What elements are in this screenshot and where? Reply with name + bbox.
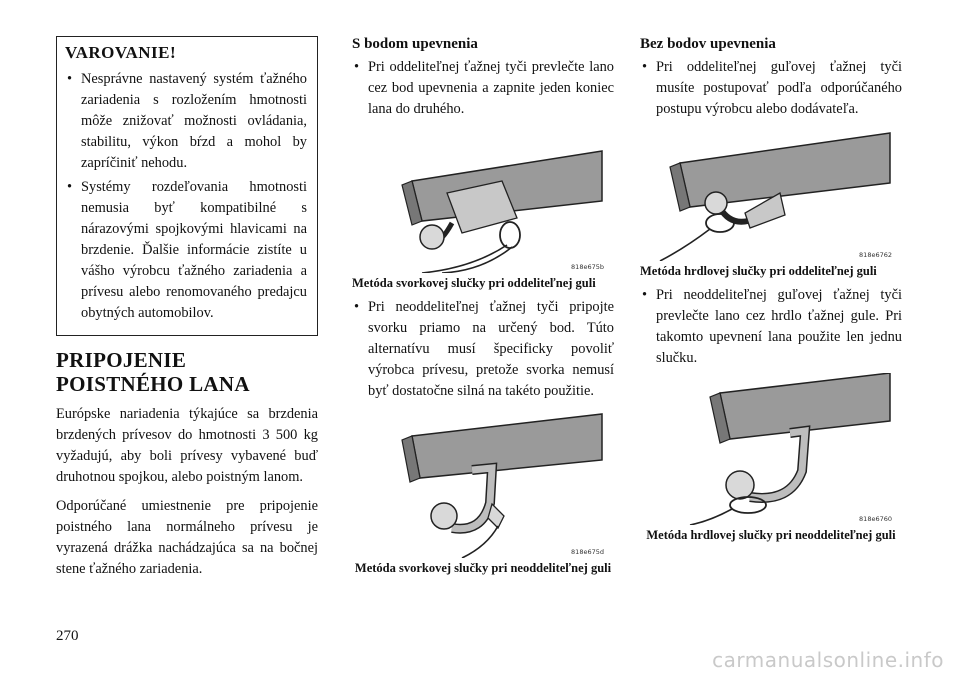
section-heading: PRIPOJENIE POISTNÉHO LANA (56, 348, 250, 396)
hitch-illustration (352, 123, 614, 273)
section-paragraph: Odporúčané umiestnenie pre pripojenie poistného lana normálneho prívesu je vyrazená drážka nachádzajúca sa na bočnej stene ťažného zariadenia. (56, 498, 318, 577)
hitch-illustration (640, 123, 902, 261)
subheading-with-points: S bodom upevnenia (352, 36, 478, 52)
warning-title: VAROVANIE! (65, 43, 177, 62)
figure-clip-loop-fixed (352, 408, 614, 558)
figure-caption: Metóda svorkovej slučky pri neoddeliteľnej guli (354, 561, 612, 575)
without-points-list-2 (640, 285, 902, 369)
instruction-item: • Pri oddeliteľnej ťažnej tyči prevlečte lano cez bod upevnenia a zapnite jeden koniec lana do druhého. (352, 57, 614, 120)
figure-neck-loop-detachable (640, 123, 902, 261)
with-points-list-2 (352, 297, 614, 402)
watermark: carmanualsonline.info (712, 648, 944, 672)
figure-caption: Metóda hrdlovej slučky pri neoddeliteľnej guli (646, 528, 896, 542)
hitch-illustration (640, 373, 902, 525)
section-paragraph: Európske nariadenia týkajúce sa brzdenia brzdených prívesov do hmotnosti 3 500 kg vyžadujú, aby boli prívesy vybavené buď druhotnou spojkou, alebo poistným lanom. (56, 406, 318, 485)
figure-code: 818e6760 (859, 515, 892, 523)
figure-code: 818e675b (571, 263, 604, 271)
figure-code: 818e675d (571, 548, 604, 556)
instruction-item: • Pri neoddeliteľnej guľovej ťažnej tyči prevlečte lano cez hrdlo ťažnej gule. Pri takomto upevnení lana použite len jednu slučku. (640, 285, 902, 369)
figure-caption: Metóda svorkovej slučky pri oddeliteľnej guli (352, 276, 596, 290)
right-column (640, 36, 902, 549)
warning-item: • Nesprávne nastavený systém ťažného zariadenia s rozložením hmotnosti môže znižovať možnosti ovládania, stabilitu, výkon bŕzd a mohol by zapríčiniť nehodu. (65, 69, 307, 174)
warning-list (65, 69, 307, 324)
middle-column (352, 36, 614, 582)
instruction-item: • Pri oddeliteľnej guľovej ťažnej tyči musíte postupovať podľa odporúčaného postupu výrobcu alebo dodávateľa. (640, 57, 902, 120)
figure-caption: Metóda hrdlovej slučky pri oddeliteľnej guli (640, 264, 877, 278)
figure-neck-loop-fixed (640, 373, 902, 525)
hitch-illustration (352, 408, 614, 558)
warning-box (56, 36, 318, 336)
left-column (56, 36, 318, 588)
without-points-list-1 (640, 57, 902, 120)
with-points-list-1 (352, 57, 614, 120)
figure-code: 818e6762 (859, 251, 892, 259)
page-number: 270 (56, 628, 79, 644)
figure-clip-loop-detachable (352, 123, 614, 273)
subheading-without-points: Bez bodov upevnenia (640, 36, 776, 52)
warning-item: • Systémy rozdeľovania hmotnosti nemusia byť kompatibilné s nárazovými spojkovými hlavicami na brzdenie. Ďalšie informácie zistíte u vášho výrobcu ťažného zariadenia a prívesu alebo renomovaného predajcu obytných automobilov. (65, 177, 307, 324)
instruction-item: • Pri neoddeliteľnej ťažnej tyči pripojte svorku priamo na určený bod. Túto alternatívu musí špecificky povoliť výrobca prívesu, pretože svorka nemusí byť dostatočne silná na takéto použitie. (352, 297, 614, 402)
